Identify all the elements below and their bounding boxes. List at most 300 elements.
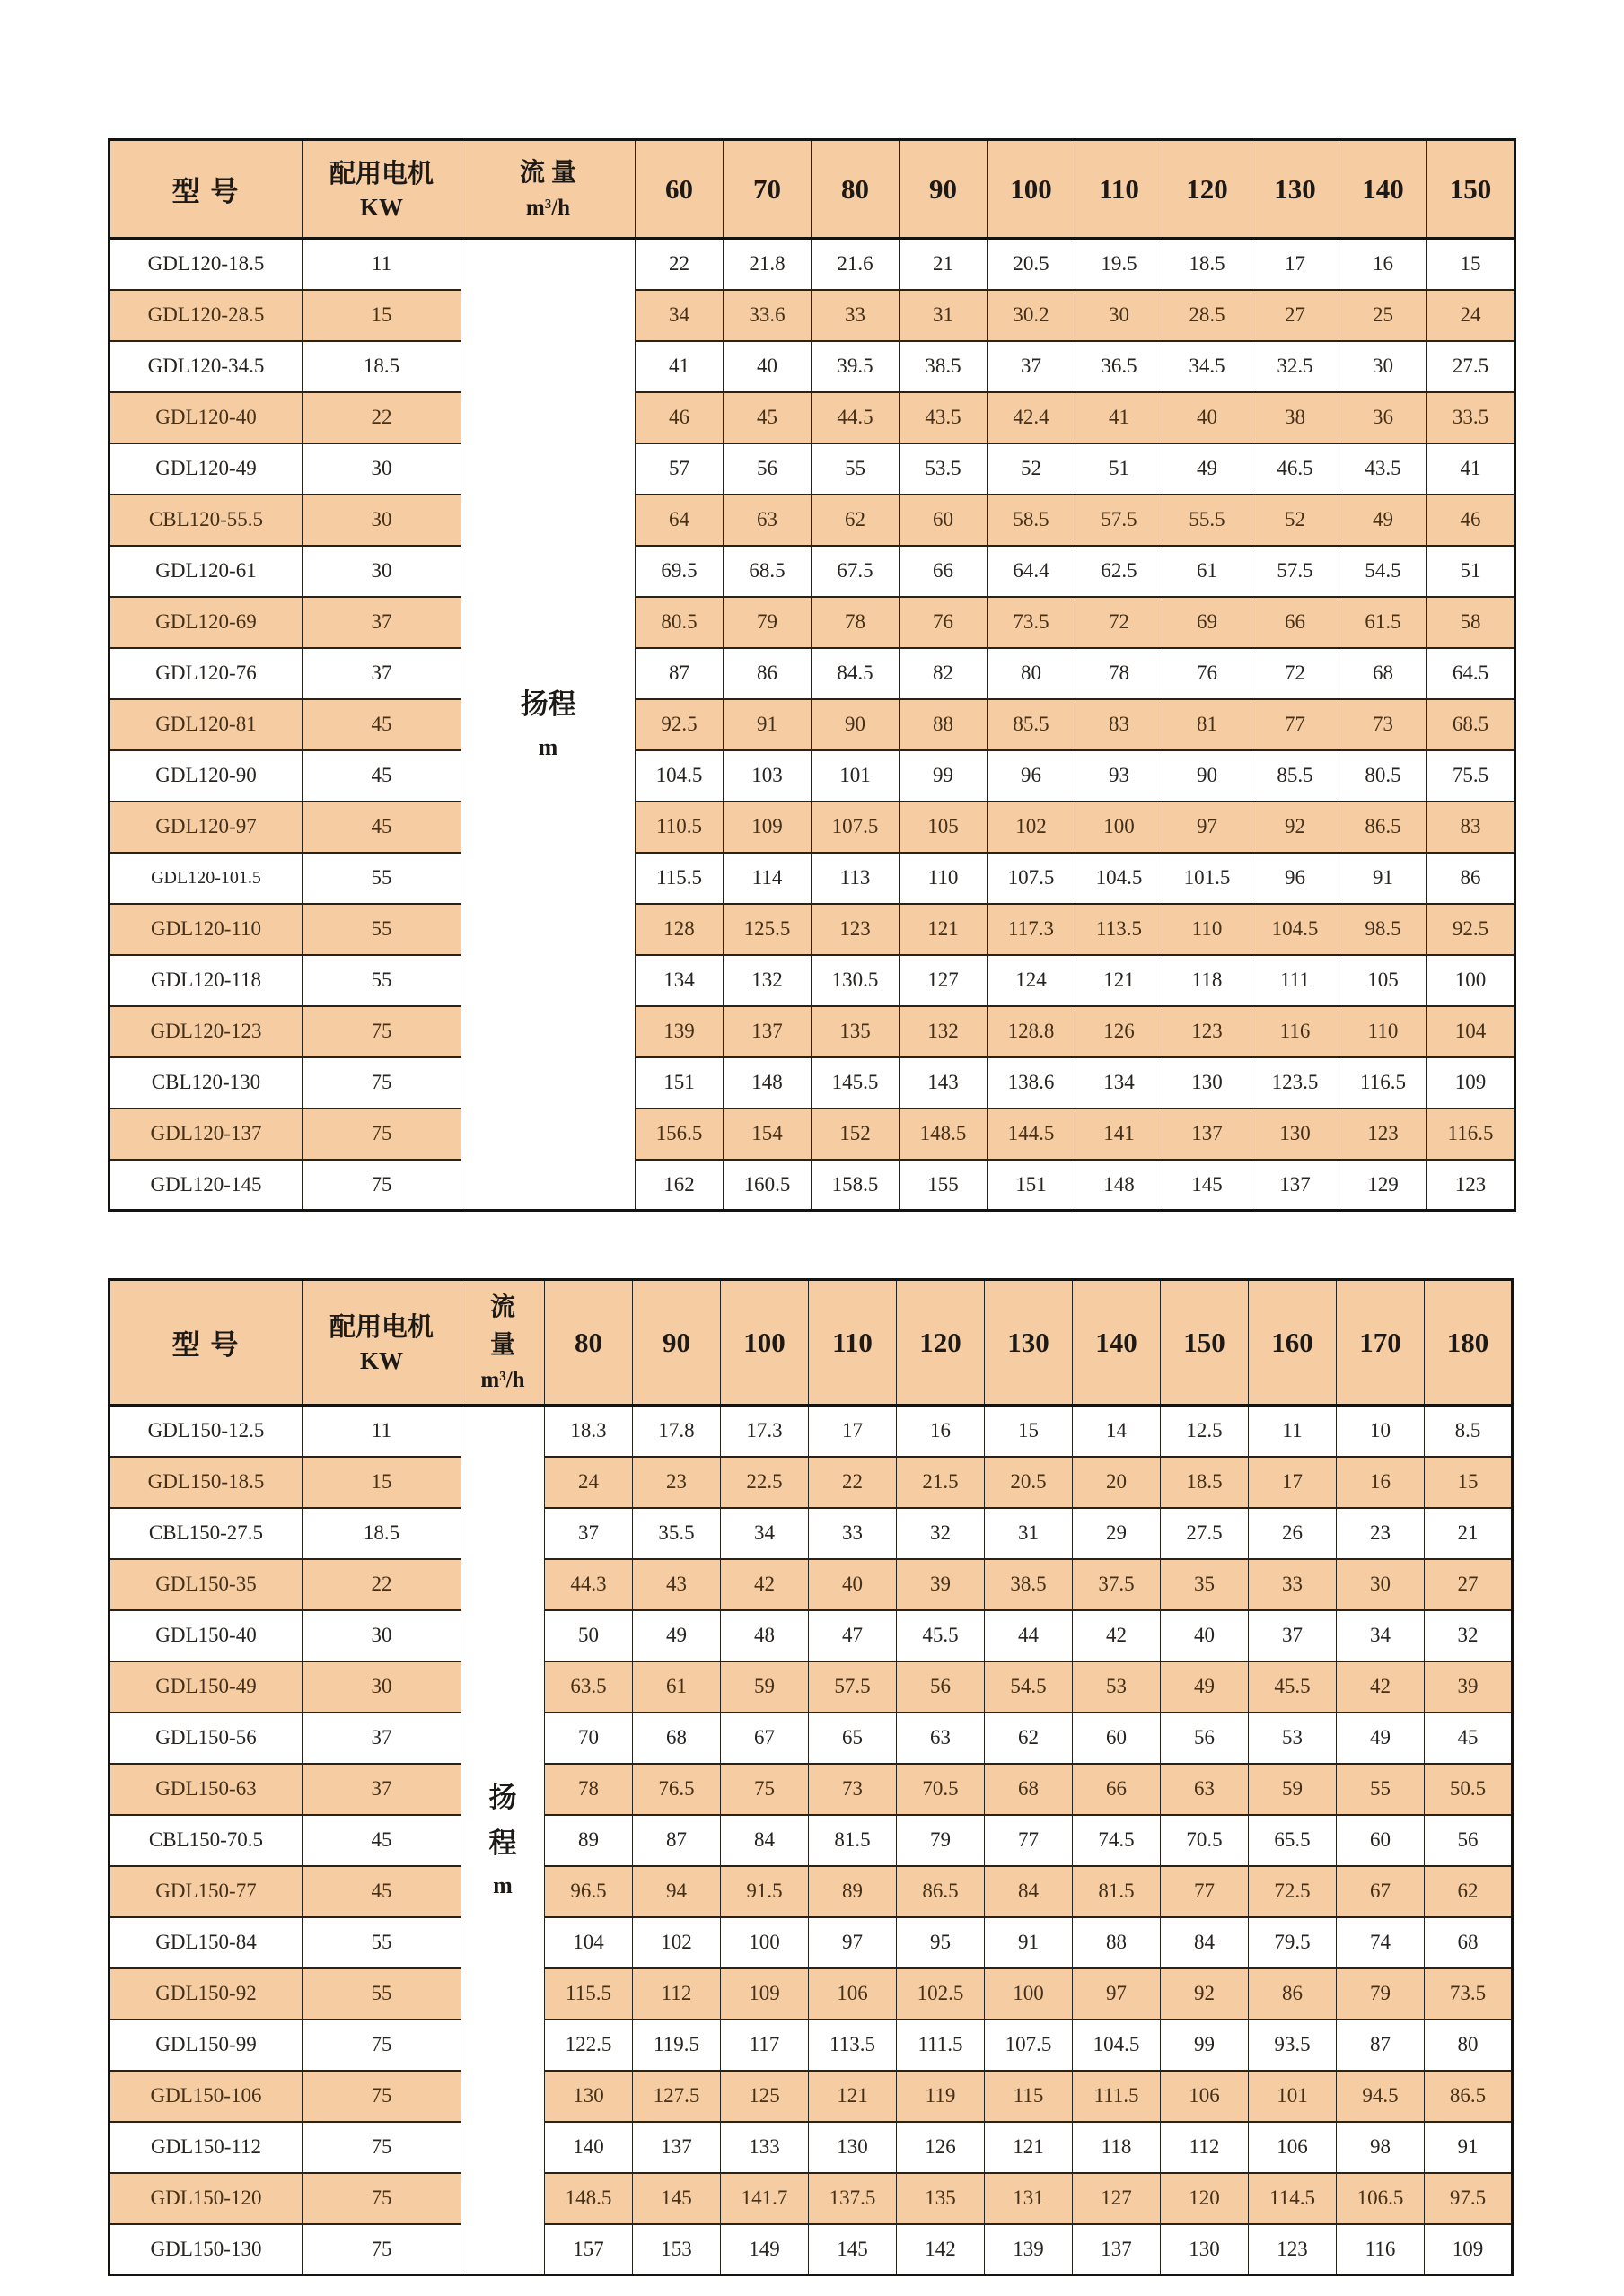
head-value-cell: 67.5 [812, 546, 900, 597]
head-value-cell: 110.5 [636, 802, 724, 853]
head-value-cell: 113 [812, 853, 900, 904]
head-value-cell: 45 [1425, 1713, 1513, 1764]
head-value-cell: 32 [1425, 1610, 1513, 1661]
model-cell: GDL150-99 [110, 2020, 303, 2071]
head-value-cell: 57.5 [1251, 546, 1339, 597]
head-value-cell: 40 [809, 1559, 897, 1610]
motor-kw-cell: 45 [303, 1866, 461, 1917]
head-value-cell: 96 [1251, 853, 1339, 904]
head-value-cell: 72 [1075, 597, 1163, 648]
head-value-cell: 91 [985, 1917, 1073, 1968]
table-row [110, 955, 1515, 1006]
motor-kw-cell: 30 [303, 1610, 461, 1661]
head-value-cell: 97.5 [1425, 2173, 1513, 2224]
table-row [110, 1815, 1513, 1866]
head-value-cell: 76 [1163, 648, 1251, 699]
head-value-cell: 40 [1163, 392, 1251, 443]
head-value-cell: 46 [1427, 495, 1515, 546]
head-value-cell: 112 [1161, 2122, 1249, 2173]
model-cell: CBL120-55.5 [110, 495, 303, 546]
head-value-cell: 34 [1337, 1610, 1425, 1661]
head-value-cell: 118 [1073, 2122, 1161, 2173]
motor-kw-cell: 30 [303, 443, 461, 495]
head-value-cell: 119.5 [633, 2020, 721, 2071]
head-value-cell: 130 [809, 2122, 897, 2173]
head-value-cell: 85.5 [1251, 750, 1339, 802]
motor-kw-cell: 18.5 [303, 341, 461, 392]
table-row [110, 1109, 1515, 1160]
head-value-cell: 104.5 [1251, 904, 1339, 955]
head-value-cell: 61 [1163, 546, 1251, 597]
head-value-cell: 130.5 [812, 955, 900, 1006]
head-value-cell: 47 [809, 1610, 897, 1661]
head-value-cell: 75 [721, 1764, 809, 1815]
table-row [110, 2173, 1513, 2224]
head-value-cell: 83 [1427, 802, 1515, 853]
head-value-cell: 157 [545, 2224, 633, 2275]
head-value-cell: 116.5 [1427, 1109, 1515, 1160]
flow-rate-column-header [461, 140, 636, 239]
head-value-cell: 65.5 [1249, 1815, 1337, 1866]
head-value-cell: 38 [1251, 392, 1339, 443]
head-value-cell: 116.5 [1339, 1057, 1427, 1109]
head-value-cell: 60 [1337, 1815, 1425, 1866]
flow-value-column-header: 110 [809, 1280, 897, 1406]
head-value-cell: 11 [1249, 1406, 1337, 1457]
motor-kw-cell: 55 [303, 1917, 461, 1968]
head-value-cell: 123 [812, 904, 900, 955]
pump-table-gdl120 [108, 138, 1516, 1212]
motor-kw-column-header [303, 140, 461, 239]
head-value-cell: 49 [1163, 443, 1251, 495]
head-value-cell: 80.5 [636, 597, 724, 648]
model-cell: GDL120-81 [110, 699, 303, 750]
head-value-cell: 92 [1161, 1968, 1249, 2020]
head-value-cell: 81.5 [1073, 1866, 1161, 1917]
model-column-header [110, 1280, 303, 1406]
head-value-cell: 24 [545, 1457, 633, 1508]
head-value-cell: 113.5 [809, 2020, 897, 2071]
head-value-cell: 49 [1339, 495, 1427, 546]
head-value-cell: 72 [1251, 648, 1339, 699]
flow-value-column-header: 90 [633, 1280, 721, 1406]
head-value-cell: 66 [1073, 1764, 1161, 1815]
head-value-cell: 38.5 [900, 341, 988, 392]
model-cell: GDL120-34.5 [110, 341, 303, 392]
head-value-cell: 42 [721, 1559, 809, 1610]
table-row [110, 2224, 1513, 2275]
head-value-cell: 68 [1425, 1917, 1513, 1968]
head-value-cell: 57.5 [809, 1661, 897, 1713]
model-cell: GDL120-69 [110, 597, 303, 648]
table-row [110, 648, 1515, 699]
flow-value-column-header: 150 [1161, 1280, 1249, 1406]
model-column-header [110, 140, 303, 239]
model-cell: GDL150-130 [110, 2224, 303, 2275]
motor-kw-header-line: KW [359, 1346, 403, 1374]
head-value-cell: 66 [1251, 597, 1339, 648]
head-value-cell: 79 [897, 1815, 985, 1866]
motor-kw-cell: 45 [303, 802, 461, 853]
head-value-cell: 36 [1339, 392, 1427, 443]
head-value-cell: 104 [1427, 1006, 1515, 1057]
head-value-cell: 21 [1425, 1508, 1513, 1559]
flow-value-column-header: 120 [897, 1280, 985, 1406]
head-value-cell: 37.5 [1073, 1559, 1161, 1610]
head-value-cell: 33 [1249, 1559, 1337, 1610]
head-value-cell: 91 [1425, 2122, 1513, 2173]
head-value-cell: 8.5 [1425, 1406, 1513, 1457]
head-value-cell: 53 [1073, 1661, 1161, 1713]
head-value-cell: 33 [809, 1508, 897, 1559]
head-value-cell: 70 [545, 1713, 633, 1764]
head-value-cell: 98 [1337, 2122, 1425, 2173]
head-value-cell: 139 [636, 1006, 724, 1057]
head-value-cell: 98.5 [1339, 904, 1427, 955]
head-value-cell: 96.5 [545, 1866, 633, 1917]
flow-value-column-header: 130 [1251, 140, 1339, 239]
head-value-cell: 21.5 [897, 1457, 985, 1508]
head-value-cell: 64.4 [988, 546, 1075, 597]
head-value-cell: 34 [721, 1508, 809, 1559]
head-value-cell: 100 [985, 1968, 1073, 2020]
head-value-cell: 58.5 [988, 495, 1075, 546]
head-value-cell: 40 [724, 341, 812, 392]
flow-value-column-header: 80 [545, 1280, 633, 1406]
head-value-cell: 48 [721, 1610, 809, 1661]
motor-kw-cell: 55 [303, 853, 461, 904]
head-value-cell: 79 [1337, 1968, 1425, 2020]
head-value-cell: 80 [1425, 2020, 1513, 2071]
head-value-cell: 96 [988, 750, 1075, 802]
head-value-cell: 115.5 [636, 853, 724, 904]
head-value-cell: 123 [1249, 2224, 1337, 2275]
model-cell: GDL150-63 [110, 1764, 303, 1815]
head-value-cell: 114 [724, 853, 812, 904]
table-row [110, 2020, 1513, 2071]
head-unit-label [461, 1781, 544, 1899]
head-value-cell: 49 [1161, 1661, 1249, 1713]
head-value-cell: 106.5 [1337, 2173, 1425, 2224]
pump-table-gdl150-wrap [108, 1278, 1514, 2276]
table-row [110, 443, 1515, 495]
flow-rate-header-line: 流 [489, 1293, 515, 1321]
head-value-cell: 16 [1339, 239, 1427, 290]
flow-value-column-header: 100 [721, 1280, 809, 1406]
model-cell: GDL120-40 [110, 392, 303, 443]
head-value-cell: 84.5 [812, 648, 900, 699]
head-value-cell: 102 [633, 1917, 721, 1968]
head-value-cell: 51 [1427, 546, 1515, 597]
head-value-cell: 69 [1163, 597, 1251, 648]
head-value-cell: 63.5 [545, 1661, 633, 1713]
motor-kw-cell: 45 [303, 1815, 461, 1866]
motor-kw-cell: 37 [303, 1764, 461, 1815]
head-value-cell: 111.5 [1073, 2071, 1161, 2122]
table-row [110, 392, 1515, 443]
flow-value-column-header: 180 [1425, 1280, 1513, 1406]
head-value-cell: 74.5 [1073, 1815, 1161, 1866]
model-cell: GDL150-56 [110, 1713, 303, 1764]
head-value-cell: 97 [1163, 802, 1251, 853]
flow-value-column-header: 140 [1339, 140, 1427, 239]
head-value-cell: 56 [1161, 1713, 1249, 1764]
head-value-cell: 86 [1249, 1968, 1337, 2020]
model-cell: GDL120-123 [110, 1006, 303, 1057]
head-value-cell: 70.5 [1161, 1815, 1249, 1866]
head-value-cell: 23 [1337, 1508, 1425, 1559]
head-value-cell: 46 [636, 392, 724, 443]
head-value-cell: 144.5 [988, 1109, 1075, 1160]
motor-kw-cell: 37 [303, 1713, 461, 1764]
head-value-cell: 110 [900, 853, 988, 904]
head-value-cell: 62.5 [1075, 546, 1163, 597]
head-value-cell: 31 [900, 290, 988, 341]
head-value-cell: 53.5 [900, 443, 988, 495]
head-value-cell: 68.5 [724, 546, 812, 597]
head-value-cell: 64.5 [1427, 648, 1515, 699]
head-value-cell: 130 [1163, 1057, 1251, 1109]
head-value-cell: 39 [897, 1559, 985, 1610]
head-value-cell: 37 [988, 341, 1075, 392]
head-unit-label-line: 程 [488, 1827, 517, 1859]
head-value-cell: 34.5 [1163, 341, 1251, 392]
head-value-cell: 132 [900, 1006, 988, 1057]
head-value-cell: 68 [1339, 648, 1427, 699]
head-value-cell: 128 [636, 904, 724, 955]
head-value-cell: 30.2 [988, 290, 1075, 341]
head-value-cell: 76 [900, 597, 988, 648]
model-cell: GDL120-18.5 [110, 239, 303, 290]
head-value-cell: 59 [721, 1661, 809, 1713]
model-cell: GDL120-145 [110, 1160, 303, 1211]
motor-kw-header-line: 配用电机 [329, 159, 434, 188]
head-value-cell: 44.5 [812, 392, 900, 443]
model-cell: GDL120-137 [110, 1109, 303, 1160]
head-value-cell: 35.5 [633, 1508, 721, 1559]
flow-value-column-header: 90 [900, 140, 988, 239]
head-value-cell: 51 [1075, 443, 1163, 495]
head-value-cell: 149 [721, 2224, 809, 2275]
head-value-cell: 19.5 [1075, 239, 1163, 290]
head-value-cell: 31 [985, 1508, 1073, 1559]
motor-kw-cell: 75 [303, 2020, 461, 2071]
head-value-cell: 113.5 [1075, 904, 1163, 955]
model-cell: GDL150-120 [110, 2173, 303, 2224]
head-value-cell: 124 [988, 955, 1075, 1006]
head-value-cell: 92 [1251, 802, 1339, 853]
motor-kw-cell: 55 [303, 1968, 461, 2020]
head-value-cell: 42 [1073, 1610, 1161, 1661]
flow-value-column-header: 60 [636, 140, 724, 239]
head-value-cell: 25 [1339, 290, 1427, 341]
head-value-cell: 104.5 [636, 750, 724, 802]
head-value-cell: 109 [724, 802, 812, 853]
model-cell: GDL150-40 [110, 1610, 303, 1661]
motor-kw-cell: 75 [303, 2122, 461, 2173]
head-value-cell: 137 [724, 1006, 812, 1057]
head-value-cell: 142 [897, 2224, 985, 2275]
head-value-cell: 94.5 [1337, 2071, 1425, 2122]
head-value-cell: 87 [1337, 2020, 1425, 2071]
table-row [110, 1457, 1513, 1508]
head-value-cell: 42 [1337, 1661, 1425, 1713]
head-value-cell: 91 [724, 699, 812, 750]
head-value-cell: 152 [812, 1109, 900, 1160]
model-cell: GDL120-61 [110, 546, 303, 597]
table-row [110, 495, 1515, 546]
table-row [110, 1559, 1513, 1610]
head-value-cell: 70.5 [897, 1764, 985, 1815]
head-value-cell: 101.5 [1163, 853, 1251, 904]
head-value-cell: 130 [1161, 2224, 1249, 2275]
table-row [110, 1508, 1513, 1559]
model-cell: GDL150-49 [110, 1661, 303, 1713]
motor-kw-column-header [303, 1280, 461, 1406]
head-value-cell: 103 [724, 750, 812, 802]
head-value-cell: 22 [636, 239, 724, 290]
head-value-cell: 12.5 [1161, 1406, 1249, 1457]
head-value-cell: 104 [545, 1917, 633, 1968]
head-value-cell: 121 [1075, 955, 1163, 1006]
head-value-cell: 27.5 [1161, 1508, 1249, 1559]
head-value-cell: 85.5 [988, 699, 1075, 750]
head-value-cell: 121 [985, 2122, 1073, 2173]
flow-value-column-header: 80 [812, 140, 900, 239]
head-value-cell: 131 [985, 2173, 1073, 2224]
head-value-cell: 33 [812, 290, 900, 341]
flow-value-column-header: 170 [1337, 1280, 1425, 1406]
head-value-cell: 118 [1163, 955, 1251, 1006]
head-value-cell: 73.5 [1425, 1968, 1513, 2020]
head-value-cell: 99 [1161, 2020, 1249, 2071]
head-value-cell: 89 [809, 1866, 897, 1917]
head-value-cell: 62 [985, 1713, 1073, 1764]
head-value-cell: 107.5 [985, 2020, 1073, 2071]
motor-kw-cell: 75 [303, 1006, 461, 1057]
table-row [110, 290, 1515, 341]
table-row [110, 1057, 1515, 1109]
head-unit-label [461, 688, 635, 760]
head-value-cell: 135 [812, 1006, 900, 1057]
table-row [110, 239, 1515, 290]
head-value-cell: 62 [812, 495, 900, 546]
head-value-cell: 77 [1161, 1866, 1249, 1917]
head-value-cell: 107.5 [812, 802, 900, 853]
head-value-cell: 138.6 [988, 1057, 1075, 1109]
head-value-cell: 158.5 [812, 1160, 900, 1211]
flow-value-column-header: 120 [1163, 140, 1251, 239]
head-value-cell: 33.6 [724, 290, 812, 341]
head-value-cell: 37 [545, 1508, 633, 1559]
head-value-cell: 88 [1073, 1917, 1161, 1968]
head-value-cell: 126 [1075, 1006, 1163, 1057]
head-value-cell: 44 [985, 1610, 1073, 1661]
head-value-cell: 145.5 [812, 1057, 900, 1109]
head-value-cell: 60 [1073, 1713, 1161, 1764]
head-value-cell: 86 [724, 648, 812, 699]
head-value-cell: 39 [1425, 1661, 1513, 1713]
flow-value-column-header: 100 [988, 140, 1075, 239]
head-value-cell: 23 [633, 1457, 721, 1508]
head-value-cell: 156.5 [636, 1109, 724, 1160]
head-value-cell: 64 [636, 495, 724, 546]
head-value-cell: 116 [1337, 2224, 1425, 2275]
head-value-cell: 153 [633, 2224, 721, 2275]
head-value-cell: 123.5 [1251, 1057, 1339, 1109]
head-value-cell: 137 [1073, 2224, 1161, 2275]
table-row [110, 1968, 1513, 2020]
head-value-cell: 84 [985, 1866, 1073, 1917]
head-value-cell: 86.5 [897, 1866, 985, 1917]
head-value-cell: 38.5 [985, 1559, 1073, 1610]
head-value-cell: 17.8 [633, 1406, 721, 1457]
head-value-cell: 102.5 [897, 1968, 985, 2020]
table-row [110, 1917, 1513, 1968]
head-value-cell: 62 [1425, 1866, 1513, 1917]
head-value-cell: 130 [545, 2071, 633, 2122]
head-value-cell: 69.5 [636, 546, 724, 597]
motor-kw-cell: 11 [303, 1406, 461, 1457]
head-value-cell: 134 [1075, 1057, 1163, 1109]
head-value-cell: 35 [1161, 1559, 1249, 1610]
motor-kw-cell: 45 [303, 699, 461, 750]
head-value-cell: 148.5 [545, 2173, 633, 2224]
head-value-cell: 63 [897, 1713, 985, 1764]
head-value-cell: 54.5 [1339, 546, 1427, 597]
head-value-cell: 86.5 [1425, 2071, 1513, 2122]
head-value-cell: 75.5 [1427, 750, 1515, 802]
head-value-cell: 55 [812, 443, 900, 495]
table-row [110, 853, 1515, 904]
head-value-cell: 22 [809, 1457, 897, 1508]
head-value-cell: 112 [633, 1968, 721, 2020]
head-unit-label-line: m [493, 1872, 513, 1899]
head-value-cell: 41 [1075, 392, 1163, 443]
head-value-cell: 84 [721, 1815, 809, 1866]
head-value-cell: 49 [633, 1610, 721, 1661]
head-value-cell: 17 [1249, 1457, 1337, 1508]
motor-kw-header-line: 配用电机 [329, 1312, 434, 1342]
table-row [110, 750, 1515, 802]
head-value-cell: 82 [900, 648, 988, 699]
head-value-cell: 56 [724, 443, 812, 495]
table-row [110, 546, 1515, 597]
flow-rate-header-line: 流 量 [519, 159, 576, 187]
head-value-cell: 73.5 [988, 597, 1075, 648]
head-value-cell: 79.5 [1249, 1917, 1337, 1968]
flow-value-column-header: 70 [724, 140, 812, 239]
table-row [110, 1764, 1513, 1815]
head-value-cell: 115 [985, 2071, 1073, 2122]
head-value-cell: 122.5 [545, 2020, 633, 2071]
head-value-cell: 15 [985, 1406, 1073, 1457]
head-value-cell: 78 [1075, 648, 1163, 699]
motor-kw-cell: 75 [303, 2173, 461, 2224]
head-value-cell: 117.3 [988, 904, 1075, 955]
head-unit-merged-cell [461, 239, 636, 1211]
head-value-cell: 86.5 [1339, 802, 1427, 853]
head-unit-merged-cell [461, 1406, 545, 2275]
motor-kw-cell: 45 [303, 750, 461, 802]
head-value-cell: 104.5 [1073, 2020, 1161, 2071]
head-value-cell: 134 [636, 955, 724, 1006]
head-value-cell: 54.5 [985, 1661, 1073, 1713]
head-value-cell: 133 [721, 2122, 809, 2173]
head-unit-label-line: 扬 [488, 1781, 517, 1813]
model-cell: GDL120-97 [110, 802, 303, 853]
model-cell: CBL150-70.5 [110, 1815, 303, 1866]
